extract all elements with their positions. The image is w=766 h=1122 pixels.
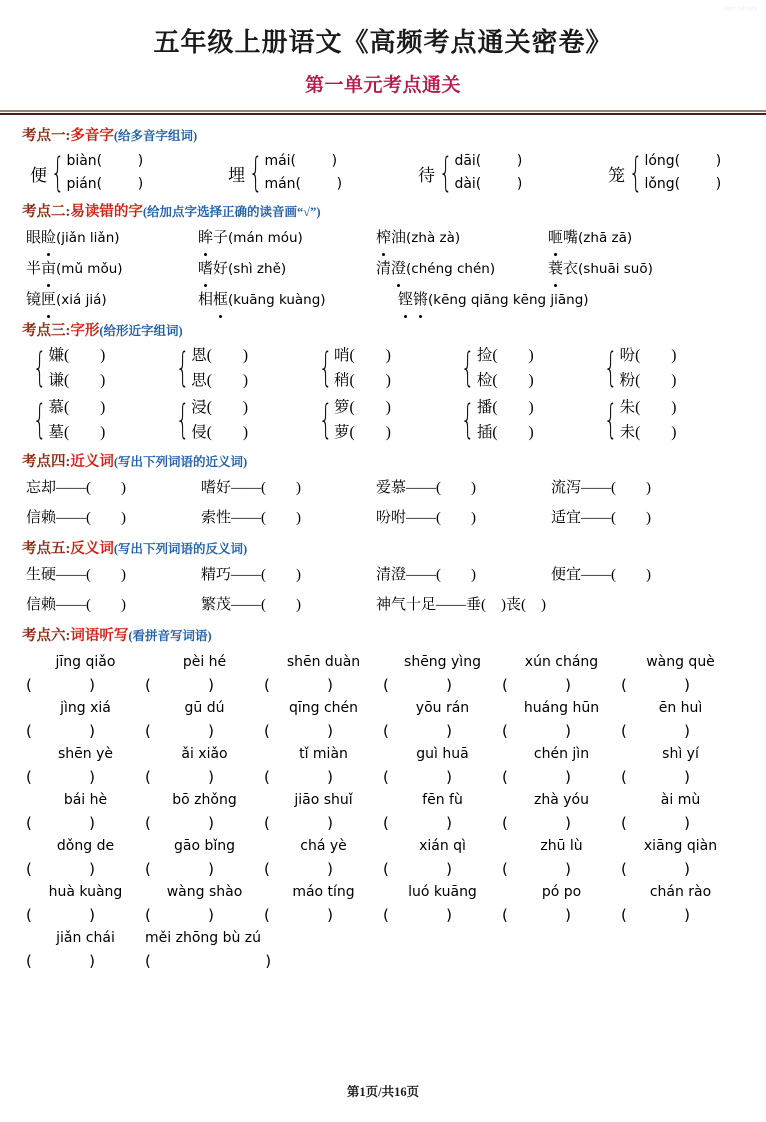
pron-suffix: 好 bbox=[213, 261, 229, 277]
dictation-bracket-row bbox=[26, 766, 744, 788]
section-number-2: 考点二: bbox=[22, 204, 71, 220]
polyphonic-char: 笼 bbox=[608, 165, 625, 185]
pron-suffix: 衣 bbox=[563, 261, 579, 277]
section-heading-4 bbox=[22, 452, 744, 472]
dictation-bracket-row bbox=[26, 858, 744, 880]
glyph-blank[interactable]: 检( ) bbox=[476, 372, 534, 389]
pron-prefix: 半 bbox=[26, 261, 42, 277]
synonym-item[interactable]: 适宜——( ) bbox=[551, 510, 651, 526]
pronunciation-row bbox=[26, 255, 744, 284]
pron-target-char: 蓑 bbox=[548, 255, 563, 284]
pronunciation-item[interactable] bbox=[548, 255, 653, 284]
dictation-answer-blank[interactable]: ( ) bbox=[145, 676, 214, 694]
pronunciation-item[interactable] bbox=[198, 286, 398, 315]
glyph-row bbox=[30, 395, 744, 445]
section-topic-1: 多音字 bbox=[70, 128, 114, 144]
dictation-pinyin: xiāng qiàn bbox=[643, 838, 718, 854]
watermark: 高频考点通关密卷 bbox=[723, 6, 758, 11]
pron-prefix: 清 bbox=[376, 261, 392, 277]
dictation-answer-blank[interactable]: ( ) bbox=[26, 952, 95, 970]
section-number-4: 考点四: bbox=[22, 454, 71, 470]
dictation-answer-blank[interactable]: ( ) bbox=[26, 722, 95, 740]
page-footer: 第1页/共16页 bbox=[346, 1085, 420, 1099]
dictation-pinyin: chán rào bbox=[649, 884, 712, 900]
dictation-answer-blank[interactable]: ( ) bbox=[621, 814, 690, 832]
synonym-item[interactable]: 嗜好——( ) bbox=[201, 480, 301, 496]
glyph-item: { 恩( ) 思( ) bbox=[175, 345, 249, 391]
pron-prefix: 相 bbox=[198, 292, 214, 308]
dictation-answer-blank[interactable]: ( ) bbox=[145, 814, 214, 832]
polyphonic-item: 便 { biàn( ) pián( ) bbox=[30, 150, 144, 196]
pron-options[interactable]: (mǔ mǒu) bbox=[56, 261, 123, 277]
glyph-pair bbox=[620, 395, 677, 445]
dictation-bracket-row bbox=[26, 950, 744, 972]
glyph-blank[interactable]: 墓( ) bbox=[48, 424, 106, 441]
pron-target-char: 眸 bbox=[198, 224, 213, 253]
dictation-answer-blank[interactable]: ( ) bbox=[502, 722, 571, 740]
pron-options[interactable]: (mán móu) bbox=[228, 230, 303, 246]
dictation-pinyin: qīng chén bbox=[288, 700, 359, 716]
glyph-item: { 哨( ) 稍( ) bbox=[318, 345, 391, 391]
synonym-item[interactable]: 信赖——( ) bbox=[26, 510, 126, 526]
pron-target-char: 匣 bbox=[41, 286, 56, 315]
synonym-item[interactable]: 爱慕——( ) bbox=[376, 480, 476, 496]
polyphonic-readings bbox=[644, 150, 721, 196]
dictation-answer-blank[interactable]: ( ) bbox=[26, 676, 95, 694]
glyph-pair bbox=[191, 395, 248, 445]
glyph-blank[interactable]: 哨( ) bbox=[334, 347, 391, 364]
section-heading-1 bbox=[22, 126, 744, 146]
dictation-answer-blank[interactable]: ( ) bbox=[502, 814, 571, 832]
synonym-rows bbox=[22, 474, 744, 532]
pron-target-char: 锵 bbox=[413, 286, 428, 315]
dictation-answer-blank[interactable]: ( ) bbox=[383, 722, 452, 740]
glyph-pair bbox=[191, 343, 248, 393]
dictation-pinyin-row bbox=[26, 834, 744, 858]
section-number-1: 考点一: bbox=[22, 128, 71, 144]
dictation-pinyin-row bbox=[26, 788, 744, 812]
pron-options[interactable]: (shuāi suō) bbox=[578, 261, 653, 277]
pron-target-char: 睑 bbox=[41, 224, 56, 253]
glyph-pair bbox=[477, 343, 534, 393]
glyph-blank[interactable]: 稍( ) bbox=[334, 372, 391, 389]
dictation-answer-blank[interactable]: ( ) bbox=[264, 906, 333, 924]
dictation-answer-blank[interactable]: ( ) bbox=[621, 768, 690, 786]
section-hint-1: (给多音字组词) bbox=[113, 129, 198, 143]
dictation-answer-blank[interactable]: ( ) bbox=[621, 860, 690, 878]
dictation-answer-blank[interactable]: ( ) bbox=[383, 860, 452, 878]
glyph-blank[interactable]: 箩( ) bbox=[334, 399, 391, 416]
pron-suffix: 油 bbox=[391, 230, 407, 246]
dictation-answer-blank[interactable]: ( ) bbox=[145, 768, 214, 786]
dictation-pinyin: wàng shào bbox=[166, 884, 243, 900]
polyphonic-readings bbox=[66, 150, 143, 196]
pron-target-char: 嗜 bbox=[198, 255, 213, 284]
pron-options[interactable]: (zhà zà) bbox=[406, 230, 461, 246]
pronunciation-item[interactable] bbox=[548, 224, 632, 253]
section-topic-6: 词语听写 bbox=[70, 628, 129, 644]
glyph-blank[interactable]: 恩( ) bbox=[191, 347, 249, 364]
antonym-row bbox=[26, 561, 744, 589]
polyphonic-reading-blank[interactable]: dāi( ) bbox=[454, 153, 523, 169]
pron-target-char: 澄 bbox=[391, 255, 406, 284]
dictation-answer-blank[interactable]: ( ) bbox=[621, 722, 690, 740]
antonym-rows bbox=[22, 561, 744, 619]
synonym-item[interactable]: 忘却——( ) bbox=[26, 480, 126, 496]
dictation-pinyin: jiǎn chái bbox=[56, 930, 115, 946]
section-heading-5 bbox=[22, 539, 744, 559]
dictation-pinyin: huáng hūn bbox=[523, 700, 600, 716]
glyph-blank[interactable]: 未( ) bbox=[619, 424, 677, 441]
dictation-pinyin: guì huā bbox=[416, 746, 469, 762]
pron-target-char: 铿 bbox=[398, 286, 413, 315]
dictation-pinyin: zhà yóu bbox=[534, 792, 589, 808]
pronunciation-item[interactable] bbox=[26, 286, 198, 315]
dictation-pinyin: ǎi xiǎo bbox=[181, 746, 228, 762]
dictation-pinyin: chá yè bbox=[300, 838, 347, 854]
dictation-answer-blank[interactable]: ( ) bbox=[502, 906, 571, 924]
section-topic-4: 近义词 bbox=[70, 454, 114, 470]
dictation-answer-blank[interactable]: ( ) bbox=[26, 860, 95, 878]
glyph-pair bbox=[477, 395, 534, 445]
antonym-item[interactable]: 精巧——( ) bbox=[201, 567, 301, 583]
dictation-answer-blank[interactable]: ( ) bbox=[26, 906, 95, 924]
pron-options[interactable]: (jiǎn liǎn) bbox=[56, 230, 120, 246]
antonym-item[interactable]: 繁茂——( ) bbox=[201, 597, 301, 613]
dictation-answer-blank[interactable]: ( ) bbox=[383, 768, 452, 786]
glyph-blank[interactable]: 浸( ) bbox=[191, 399, 249, 416]
glyph-pair bbox=[620, 343, 677, 393]
dictation-pinyin: měi zhōng bù zú bbox=[145, 930, 262, 946]
dictation-pinyin: jiāo shuǐ bbox=[294, 792, 353, 808]
glyph-blank[interactable]: 慕( ) bbox=[48, 399, 106, 416]
dictation-pinyin: máo tíng bbox=[292, 884, 355, 900]
synonym-row bbox=[26, 504, 744, 532]
dictation-pinyin: shì yí bbox=[662, 746, 699, 762]
glyph-blank[interactable]: 思( ) bbox=[191, 372, 249, 389]
glyph-item: { 慕( ) 墓( ) bbox=[32, 397, 106, 443]
synonym-row bbox=[26, 474, 744, 502]
pron-target-char: 框 bbox=[213, 286, 228, 315]
section-heading-6 bbox=[22, 626, 744, 646]
dictation-answer-blank[interactable]: ( ) bbox=[145, 860, 214, 878]
pron-options[interactable]: (zhā zā) bbox=[578, 230, 633, 246]
section-number-5: 考点五: bbox=[22, 541, 71, 557]
dictation-answer-blank[interactable]: ( ) bbox=[145, 722, 214, 740]
dictation-answer-blank[interactable]: ( ) bbox=[383, 676, 452, 694]
pron-prefix: 镜 bbox=[26, 292, 42, 308]
glyph-pair bbox=[334, 395, 391, 445]
dictation-pinyin: chén jìn bbox=[533, 746, 590, 762]
pronunciation-rows bbox=[22, 224, 744, 315]
polyphonic-item: 埋 { mái( ) mán( ) bbox=[228, 150, 343, 196]
pron-suffix: 嘴 bbox=[563, 230, 579, 246]
dictation-pinyin: jìng xiá bbox=[60, 700, 111, 716]
glyph-item: { 吩( ) 粉( ) bbox=[603, 345, 677, 391]
dictation-pinyin: xún cháng bbox=[524, 654, 599, 670]
glyph-item: { 嫌( ) 谦( ) bbox=[32, 345, 106, 391]
dictation-bracket-row bbox=[26, 904, 744, 926]
dictation-pinyin: wàng què bbox=[646, 654, 715, 670]
section-hint-4: (写出下列词语的近义词) bbox=[113, 455, 248, 469]
dictation-pinyin: shēng yìng bbox=[404, 654, 481, 670]
glyph-blank[interactable]: 嫌( ) bbox=[48, 347, 106, 364]
worksheet-content bbox=[0, 115, 766, 972]
section-hint-5: (写出下列词语的反义词) bbox=[113, 542, 248, 556]
polyphonic-item: 待 { dāi( ) dài( ) bbox=[418, 150, 523, 196]
antonym-item[interactable]: 便宜——( ) bbox=[551, 567, 651, 583]
dictation-answer-blank[interactable]: ( ) bbox=[264, 814, 333, 832]
dictation-answer-blank[interactable]: ( ) bbox=[383, 906, 452, 924]
pronunciation-item[interactable] bbox=[376, 224, 548, 253]
antonym-item[interactable]: 神气十足——垂( )丧( ) bbox=[376, 597, 546, 613]
section-hint-3: (给形近字组词) bbox=[99, 324, 183, 338]
polyphonic-reading-blank[interactable]: lǒng( ) bbox=[644, 176, 722, 192]
pronunciation-item[interactable] bbox=[398, 286, 589, 315]
antonym-row bbox=[26, 591, 744, 619]
pron-prefix: 眼 bbox=[26, 230, 42, 246]
dictation-pinyin: bō zhǒng bbox=[172, 792, 237, 808]
polyphonic-char: 埋 bbox=[228, 165, 245, 185]
antonym-item[interactable]: 信赖——( ) bbox=[26, 597, 126, 613]
dictation-answer-blank[interactable]: ( ) bbox=[621, 676, 690, 694]
section-topic-2: 易读错的字 bbox=[70, 204, 143, 220]
polyphonic-reading-blank[interactable]: mán( ) bbox=[264, 176, 343, 192]
pronunciation-row bbox=[26, 224, 744, 253]
section-number-6: 考点六: bbox=[22, 628, 71, 644]
dictation-pinyin: gū dú bbox=[184, 700, 225, 716]
dictation-answer-blank[interactable]: ( ) bbox=[145, 906, 214, 924]
dictation-bracket-row bbox=[26, 720, 744, 742]
glyph-pair bbox=[334, 343, 391, 393]
dictation-answer-blank[interactable]: ( ) bbox=[502, 676, 571, 694]
pronunciation-item[interactable] bbox=[376, 255, 548, 284]
synonym-item[interactable]: 索性——( ) bbox=[201, 510, 301, 526]
section-hint-2: (给加点字选择正确的读音画“√”) bbox=[142, 205, 321, 219]
glyph-blank[interactable]: 谦( ) bbox=[48, 372, 106, 389]
section-topic-3: 字形 bbox=[70, 323, 100, 339]
dictation-answer-blank[interactable]: ( ) bbox=[502, 860, 571, 878]
pron-options[interactable]: (shì zhě) bbox=[228, 261, 287, 277]
section-heading-2 bbox=[22, 202, 744, 222]
dictation-pinyin-row bbox=[26, 742, 744, 766]
dictation-answer-blank[interactable]: ( ) bbox=[264, 768, 333, 786]
polyphonic-reading-blank[interactable]: mái( ) bbox=[264, 153, 338, 169]
pron-target-char: 亩 bbox=[41, 255, 56, 284]
section-topic-5: 反义词 bbox=[70, 541, 114, 557]
polyphonic-char: 待 bbox=[418, 165, 435, 185]
dictation-answer-blank[interactable]: ( ) bbox=[264, 676, 333, 694]
dictation-pinyin: tǐ miàn bbox=[299, 746, 348, 762]
section-number-3: 考点三: bbox=[22, 323, 71, 339]
pron-options[interactable]: (kēng qiāng kēng jiāng) bbox=[428, 292, 589, 308]
polyphonic-reading-blank[interactable]: pián( ) bbox=[66, 176, 144, 192]
dictation-pinyin-row bbox=[26, 650, 744, 674]
dictation-pinyin: luó kuāng bbox=[408, 884, 477, 900]
dictation-pinyin-row bbox=[26, 926, 744, 950]
polyphonic-reading-blank[interactable]: lóng( ) bbox=[644, 153, 722, 169]
dictation-pinyin-row bbox=[26, 696, 744, 720]
pronunciation-item[interactable] bbox=[26, 224, 198, 253]
glyph-item: { 播( ) 插( ) bbox=[461, 397, 534, 443]
pron-target-char: 咂 bbox=[548, 224, 563, 253]
glyph-item: { 捡( ) 检( ) bbox=[461, 345, 534, 391]
dictation-answer-blank[interactable]: ( ) bbox=[26, 768, 95, 786]
pronunciation-item[interactable] bbox=[198, 224, 376, 253]
dictation-pinyin: huà kuàng bbox=[48, 884, 123, 900]
glyph-blank[interactable]: 吩( ) bbox=[619, 347, 677, 364]
dictation-pinyin: pó po bbox=[541, 884, 582, 900]
dictation-pinyin: yōu rán bbox=[415, 700, 470, 716]
polyphonic-char: 便 bbox=[30, 165, 47, 185]
polyphonic-row bbox=[30, 150, 744, 196]
dictation-pinyin: fēn fù bbox=[422, 792, 463, 808]
pronunciation-row bbox=[26, 286, 744, 315]
page-title: 五年级上册语文《高频考点通关密卷》 bbox=[153, 28, 613, 57]
dictation-answer-blank[interactable]: ( ) bbox=[502, 768, 571, 786]
dictation-bracket-row bbox=[26, 812, 744, 834]
glyph-blank[interactable]: 播( ) bbox=[476, 399, 534, 416]
dictation-answer-blank[interactable]: ( ) bbox=[26, 814, 95, 832]
dictation-answer-blank[interactable]: ( ) bbox=[383, 814, 452, 832]
dictation-pinyin: gāo bǐng bbox=[173, 838, 236, 854]
dictation-pinyin: dǒng de bbox=[56, 838, 115, 854]
pronunciation-item[interactable] bbox=[198, 255, 376, 284]
dictation-answer-blank[interactable]: ( ) bbox=[264, 722, 333, 740]
pron-suffix: 子 bbox=[213, 230, 229, 246]
dictation-pinyin-row bbox=[26, 880, 744, 904]
dictation-answer-blank[interactable]: ( ) bbox=[264, 860, 333, 878]
pronunciation-item[interactable] bbox=[26, 255, 198, 284]
glyph-item: { 浸( ) 侵( ) bbox=[175, 397, 249, 443]
dictation-pinyin: pèi hé bbox=[182, 654, 227, 670]
page-subtitle: 第一单元考点通关 bbox=[304, 75, 461, 96]
section-heading-3 bbox=[22, 321, 744, 341]
dictation-grid bbox=[22, 650, 744, 972]
glyph-pair bbox=[48, 395, 105, 445]
polyphonic-readings bbox=[454, 150, 522, 196]
pron-target-char: 榨 bbox=[376, 224, 391, 253]
glyph-blank[interactable]: 插( ) bbox=[476, 424, 534, 441]
dictation-pinyin: xián qì bbox=[419, 838, 466, 854]
synonym-item[interactable]: 流泻——( ) bbox=[551, 480, 651, 496]
glyph-blank[interactable]: 捡( ) bbox=[476, 347, 534, 364]
glyph-blank[interactable]: 侵( ) bbox=[191, 424, 249, 441]
glyph-blank[interactable]: 萝( ) bbox=[334, 424, 391, 441]
dictation-pinyin: ài mù bbox=[660, 792, 701, 808]
glyph-item: { 朱( ) 未( ) bbox=[603, 397, 677, 443]
synonym-item[interactable]: 吩咐——( ) bbox=[376, 510, 476, 526]
dictation-pinyin: jīng qiǎo bbox=[55, 654, 116, 670]
section-hint-6: (看拼音写词语) bbox=[128, 629, 212, 643]
pron-options[interactable]: (kuāng kuàng) bbox=[228, 292, 326, 308]
glyph-rows bbox=[22, 343, 744, 445]
dictation-pinyin: shēn yè bbox=[57, 746, 113, 762]
polyphonic-reading-blank[interactable]: dài( ) bbox=[454, 176, 523, 192]
dictation-pinyin: ēn huì bbox=[658, 700, 703, 716]
dictation-answer-blank[interactable]: ( ) bbox=[621, 906, 690, 924]
glyph-pair bbox=[48, 343, 105, 393]
glyph-blank[interactable]: 粉( ) bbox=[619, 372, 677, 389]
pron-options[interactable]: (chéng chén) bbox=[406, 261, 496, 277]
antonym-item[interactable]: 清澄——( ) bbox=[376, 567, 476, 583]
glyph-row bbox=[30, 343, 744, 393]
glyph-blank[interactable]: 朱( ) bbox=[619, 399, 677, 416]
dictation-answer-blank[interactable]: ( ) bbox=[145, 952, 272, 970]
antonym-item[interactable]: 生硬——( ) bbox=[26, 567, 126, 583]
dictation-pinyin: shēn duàn bbox=[286, 654, 361, 670]
glyph-item: { 箩( ) 萝( ) bbox=[318, 397, 391, 443]
dictation-bracket-row bbox=[26, 674, 744, 696]
polyphonic-reading-blank[interactable]: biàn( ) bbox=[66, 153, 144, 169]
polyphonic-readings bbox=[264, 150, 342, 196]
pron-options[interactable]: (xiá jiá) bbox=[56, 292, 107, 308]
dictation-pinyin: zhū lù bbox=[540, 838, 583, 854]
polyphonic-item: 笼 { lóng( ) lǒng( ) bbox=[608, 150, 722, 196]
dictation-pinyin: bái hè bbox=[63, 792, 108, 808]
